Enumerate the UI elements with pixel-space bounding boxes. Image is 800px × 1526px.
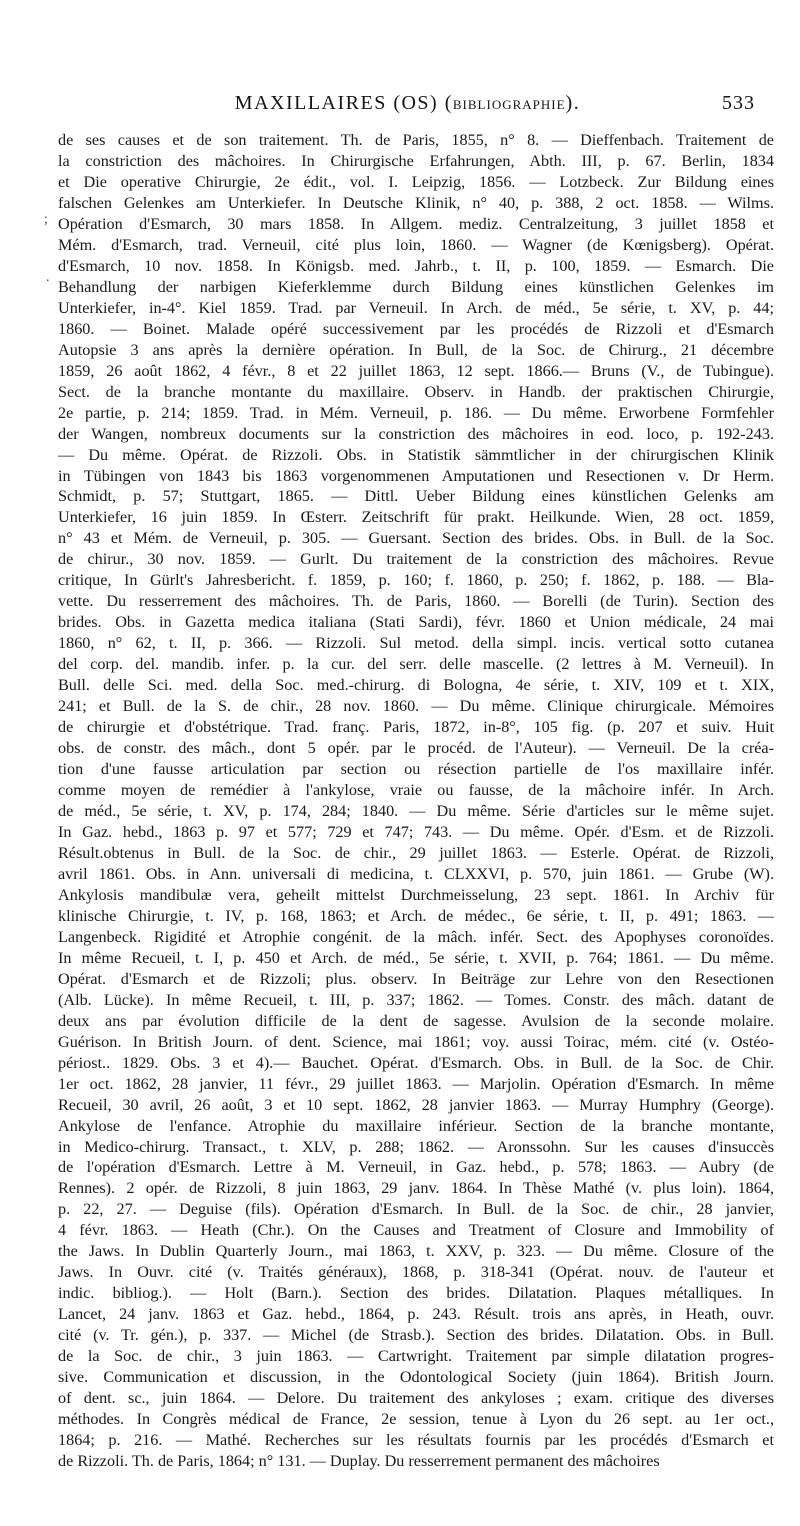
text-line: Lancet, 24 janv. 1863 et Gaz. hebd., 1864, p. 243. Résult. trois ans après, in Heath, ouvr. <box>58 1305 774 1324</box>
text-line: vette. Du resserrement des mâchoires. Th. de Paris, 1860. — Borelli (de Turin). Section des <box>58 592 774 611</box>
text-line: Unterkiefer, 16 juin 1859. In Œsterr. Zeitschrift für prakt. Heilkunde. Wien, 28 oct. 1859, <box>58 508 774 527</box>
text-line: brides. Obs. in Gazetta medica italiana (Stati Sardi), févr. 1860 et Union médicale, 24 mai <box>58 613 774 632</box>
text-line: In Gaz. hebd., 1863 p. 97 et 577; 729 et 747; 743. — Du même. Opér. d'Esm. et de Rizzoli. <box>58 822 774 841</box>
text-line: Ankylosis mandibulæ vera, geheilt mittelst Durchmeisselung, 23 sept. 1861. In Archiv für <box>58 885 774 904</box>
bibliography-text <box>58 130 774 1472</box>
text-line: Opérat. d'Esmarch et de Rizzoli; plus. observ. In Beiträge zur Lehre von den Resectionen <box>58 969 774 988</box>
text-line: Guérison. In British Journ. of dent. Science, mai 1861; voy. aussi Toirac, mém. cité (v. Ostéo- <box>58 1032 774 1051</box>
page-number: 533 <box>722 92 755 114</box>
text-line: Autopsie 3 ans après la dernière opération. In Bull, de la Soc. de Chirurg., 21 décembre <box>58 340 774 359</box>
running-head <box>60 90 755 130</box>
text-line: d'Esmarch, 10 nov. 1858. In Königsb. med. Jahrb., t. II, p. 100, 1859. — Esmarch. Die <box>58 256 774 275</box>
text-line: Résult.obtenus in Bull. de la Soc. de chir., 29 juillet 1863. — Esterle. Opérat. de Rizzoli, <box>58 843 774 862</box>
text-line: Recueil, 30 avril, 26 août, 3 et 10 sept. 1862, 28 janvier 1863. — Murray Humphry (George). <box>58 1095 774 1114</box>
text-line: n° 43 et Mém. de Verneuil, p. 305. — Guersant. Section des brides. Obs. in Bull. de la Soc. <box>58 529 774 548</box>
text-line: obs. de constr. des mâch., dont 5 opér. par le procéd. de l'Auteur). — Verneuil. De la créa- <box>58 739 774 758</box>
text-line: deux ans par évolution difficile de la dent de sagesse. Avulsion de la seconde molaire. <box>58 1011 774 1030</box>
text-line: 1er oct. 1862, 28 janvier, 11 févr., 29 juillet 1863. — Marjolin. Opération d'Esmarch. In même <box>58 1074 774 1093</box>
text-line: Unterkiefer, in-4°. Kiel 1859. Trad. par Verneuil. In Arch. de méd., 5e série, t. XV, p. 44; <box>58 298 774 317</box>
text-line: Bull. delle Sci. med. della Soc. med.-chirurg. di Bologna, 4e série, t. XIV, 109 et t. XIX, <box>58 676 774 695</box>
text-line: de Rizzoli. Th. de Paris, 1864; n° 131. — Duplay. Du resserrement permanent des mâchoires <box>58 1452 660 1471</box>
text-line: comme moyen de remédier à l'ankylose, vraie ou fausse, de la mâchoire infér. In Arch. <box>58 781 774 800</box>
text-line: de ses causes et de son traitement. Th. de Paris, 1855, n° 8. — Dieffenbach. Traitement de <box>58 131 774 149</box>
text-line: cité (v. Tr. gén.), p. 337. — Michel (de Strasb.). Section des brides. Dilatation. Obs. in Bull. <box>58 1326 774 1345</box>
text-line: de méd., 5e série, t. XV, p. 174, 284; 1840. — Du même. Série d'articles sur le même sujet. <box>58 802 774 820</box>
text-line: 1864; p. 216. — Mathé. Recherches sur les résultats fournis par les procédés d'Esmarch et <box>58 1431 774 1450</box>
text-line: p. 22, 27. — Deguise (fils). Opération d'Esmarch. In Bull. de la Soc. de chir., 28 janvier, <box>58 1200 774 1219</box>
text-line: tion d'une fausse articulation par section ou résection partielle de l'os maxillaire infér. <box>58 760 774 779</box>
text-line: Behandlung der narbigen Kieferklemme durch Bildung eines künstlichen Gelenkes im <box>58 277 774 296</box>
text-line: critique, In Gürlt's Jahresbericht. f. 1859, p. 160; f. 1860, p. 250; f. 1862, p. 188. — Bla- <box>58 571 774 590</box>
text-line: de chirur., 30 nov. 1859. — Gurlt. Du traitement de la constriction des mâchoires. Revue <box>58 550 774 569</box>
running-head-title-small-caps: BIBLIOGRAPHIE <box>452 97 566 112</box>
text-line: der Wangen, nombreux documents sur la constriction des mâchoires in eod. loco, p. 192-243. <box>58 424 774 443</box>
running-head-title-main: MAXILLAIRES (OS) ( <box>234 92 453 114</box>
text-line: del corp. del. mandib. infer. p. la cur. del serr. delle mascelle. (2 lettres à M. Verneuil). In <box>58 655 774 674</box>
text-line: de la Soc. de chir., 3 juin 1863. — Cartwright. Traitement par simple dilatation progres- <box>58 1347 774 1366</box>
text-line: Rennes). 2 opér. de Rizzoli, 8 juin 1863, 29 janv. 1864. In Thèse Mathé (v. plus loin). 1864, <box>58 1179 774 1198</box>
text-line: 241; et Bull. de la S. de chir., 28 nov. 1860. — Du même. Clinique chirurgicale. Mémoires <box>58 697 774 716</box>
text-line: Schmidt, p. 57; Stuttgart, 1865. — Dittl. Ueber Bildung eines künstlichen Gelenks am <box>58 487 774 506</box>
text-line: indic. bibliog.). — Holt (Barn.). Section des brides. Dilatation. Plaques métalliques. In <box>58 1284 774 1303</box>
text-line: the Jaws. In Dublin Quarterly Journ., mai 1863, t. XXV, p. 323. — Du même. Closure of the <box>58 1242 774 1261</box>
text-line: sive. Communication et discussion, in the Odontological Society (juin 1864). British Journ. <box>58 1368 774 1387</box>
text-line: méthodes. In Congrès médical de France, 2e session, tenue à Lyon du 26 sept. au 1er oct., <box>58 1410 774 1429</box>
text-line: de chirurgie et d'obstétrique. Trad. franç. Paris, 1872, in-8°, 105 fig. (p. 207 et suiv. Huit <box>58 718 774 737</box>
text-line: de l'opération d'Esmarch. Lettre à M. Verneuil, in Gaz. hebd., p. 578; 1863. — Aubry (de <box>58 1158 774 1177</box>
text-line: of dent. sc., juin 1864. — Delore. Du traitement des ankyloses ; exam. critique des diverses <box>58 1389 774 1408</box>
text-line: Mém. d'Esmarch, trad. Verneuil, cité plus loin, 1860. — Wagner (de Kœnigsberg). Opérat. <box>58 235 774 254</box>
text-line: klinische Chirurgie, t. IV, p. 168, 1863; et Arch. de médec., 6e série, t. II, p. 491; 1863. — <box>58 906 774 925</box>
text-line: 1860. — Boinet. Malade opéré successivement par les procédés de Rizzoli et d'Esmarch <box>58 319 774 338</box>
text-line: (Alb. Lücke). In même Recueil, t. III, p. 337; 1862. — Tomes. Constr. des mâch. datant de <box>58 990 774 1009</box>
text-line: falschen Gelenkes am Unterkiefer. In Deutsche Klinik, n° 40, p. 388, 2 oct. 1858. — Wilms. <box>58 193 774 212</box>
text-line: Langenbeck. Rigidité et Atrophie congénit. de la mâch. infér. Sect. des Apophyses coronoïdes. <box>58 927 774 946</box>
text-line: Opération d'Esmarch, 30 mars 1858. In Allgem. mediz. Centralzeitung, 3 juillet 1858 et <box>58 214 774 233</box>
margin-mark: ; <box>44 212 48 227</box>
text-line: Ankylose de l'enfance. Atrophie du maxillaire inférieur. Section de la branche montante, <box>58 1116 774 1135</box>
margin-mark: . <box>46 270 50 285</box>
text-line: Jaws. In Ouvr. cité (v. Traités généraux), 1868, p. 318-341 (Opérat. nouv. de l'auteur et <box>58 1263 774 1282</box>
text-line: In même Recueil, t. I, p. 450 et Arch. de méd., 5e série, t. XVII, p. 764; 1861. — Du même. <box>58 948 774 967</box>
text-line: la constriction des mâchoires. In Chirurgische Erfahrungen, Abth. III, p. 67. Berlin, 1834 <box>58 151 774 170</box>
text-line: — Du même. Opérat. de Rizzoli. Obs. in Statistik sämmtlicher in der chirurgischen Klinik <box>58 445 774 464</box>
text-line: 2e partie, p. 214; 1859. Trad. in Mém. Verneuil, p. 186. — Du même. Erworbene Formfehler <box>58 403 774 422</box>
text-line: 1860, n° 62, t. II, p. 366. — Rizzoli. Sul metod. della simpl. incis. vertical sotto cutanea <box>58 634 774 653</box>
running-head-title <box>60 92 755 115</box>
text-line: Sect. de la branche montante du maxillaire. Observ. in Handb. der praktischen Chirurgie, <box>58 382 774 401</box>
running-head-title-end: ). <box>565 92 581 114</box>
text-line: in Medico-chirurg. Transact., t. XLV, p. 288; 1862. — Aronssohn. Sur les causes d'insuccès <box>58 1137 774 1156</box>
text-line: et Die operative Chirurgie, 2e édit., vol. I. Leipzig, 1856. — Lotzbeck. Zur Bildung eines <box>58 172 774 191</box>
text-line: avril 1861. Obs. in Ann. universali di medicina, t. CLXXVI, p. 570, juin 1861. — Grube (W). <box>58 864 774 883</box>
text-line: in Tübingen von 1843 bis 1863 vorgenommenen Amputationen und Resectionen v. Dr Herm. <box>58 466 774 485</box>
text-line: 1859, 26 août 1862, 4 févr., 8 et 22 juillet 1863, 12 sept. 1866.— Bruns (V., de Tubingue). <box>58 361 774 380</box>
text-line: 4 févr. 1863. — Heath (Chr.). On the Causes and Treatment of Closure and Immobility of <box>58 1221 774 1240</box>
text-line: périost.. 1829. Obs. 3 et 4).— Bauchet. Opérat. d'Esmarch. Obs. in Bull. de la Soc. de Chir. <box>58 1053 774 1072</box>
